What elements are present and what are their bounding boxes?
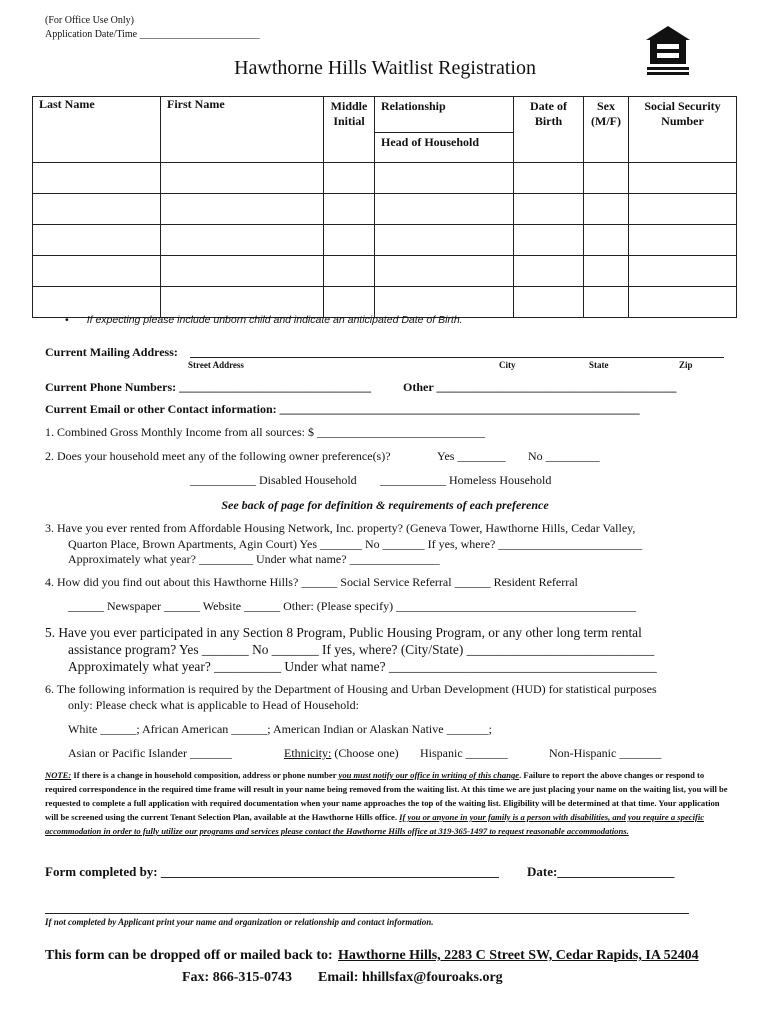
head-of-household-cell: Head of Household: [375, 133, 514, 163]
table-row[interactable]: [33, 287, 737, 318]
question-6-line2: only: Please check what is applicable to Head of Household:: [68, 698, 359, 712]
drop-off-label: This form can be dropped off or mailed back to:: [45, 948, 333, 963]
see-back-note: See back of page for definition & requirements of each preference: [221, 498, 549, 512]
question-6-line1: 6. The following information is required by the Department of Housing and Urban Development (HUD) for statistical purposes: [45, 682, 657, 696]
question-3-line3[interactable]: Approximately what year? _________ Under what name? _______________: [68, 552, 440, 566]
table-row[interactable]: [33, 194, 737, 225]
mailing-address-label: Current Mailing Address:: [45, 345, 178, 359]
state-caption: State: [589, 360, 609, 370]
question-4-line2[interactable]: ______ Newspaper ______ Website ______ Other: (Please specify) ________________________________________: [68, 599, 637, 613]
race-options[interactable]: White ______; African American ______; American Indian or Alaskan Native _______;: [68, 722, 492, 736]
col-ssn: Social Security Number: [629, 97, 737, 163]
ethnicity-label: Ethnicity: (Choose one): [284, 746, 399, 760]
disabled-household-field[interactable]: ___________ Disabled Household: [190, 473, 357, 487]
col-date-of-birth: Date of Birth: [514, 97, 584, 163]
question-3-line1: 3. Have you ever rented from Affordable Housing Network, Inc. property? (Geneva Tower, Hawthorne Hills, Cedar Valley,: [45, 521, 636, 535]
col-relationship: Relationship: [375, 97, 514, 133]
office-use-label: (For Office Use Only): [45, 15, 134, 26]
page-title: Hawthorne Hills Waitlist Registration: [234, 57, 536, 79]
hispanic-field[interactable]: Hispanic _______: [420, 746, 508, 760]
homeless-household-field[interactable]: ___________ Homeless Household: [380, 473, 552, 487]
application-date-time: Application Date/Time ________________________: [45, 29, 260, 40]
preference-yes-field[interactable]: Yes ________: [437, 449, 506, 463]
phone-numbers-field[interactable]: Current Phone Numbers: ________________________________: [45, 380, 372, 394]
question-2-preferences: 2. Does your household meet any of the following owner preference(s)?: [45, 449, 391, 463]
mailing-address-field[interactable]: [190, 357, 724, 358]
table-row[interactable]: [33, 163, 737, 194]
question-5: [45, 624, 657, 675]
question-5-line1: 5. Have you ever participated in any Section 8 Program, Public Housing Program, or any other long term rental: [45, 625, 642, 640]
preparer-info-field[interactable]: [45, 913, 689, 914]
table-header-row: [33, 97, 737, 133]
question-3-line2[interactable]: Quarton Place, Brown Apartments, Agin Court) Yes _______ No _______ If yes, where? ________________________: [68, 537, 643, 551]
expecting-note-text: If expecting please include unborn child and indicate an anticipated Date of Birth.: [86, 314, 463, 326]
note-paragraph: NOTE: If there is a change in household composition, address or phone number you must notify our office in writing of this change. Failure to report the above changes or respond to required correspondence in the required time frame will result in your name being removed from the waiting list. At this time we are just placing your name on the waiting list, you will be requested to complete a full application with required documentation when your name approaches the top of the waiting list. Eligibility will be determined at that time. Your application will be screened using the current Tenant Selection Plan, available at the Hawthorne Hills office. If you or anyone in your family is a person with disabilities, and you require a specific accommodation in order to fully utilize our programs and services please contact the Hawthorne Hills office at 319-365-1497 to request reasonable accommodations.: [45, 770, 728, 836]
col-middle-initial: Middle Initial: [324, 97, 375, 163]
table-row[interactable]: [33, 256, 737, 287]
non-hispanic-field[interactable]: Non-Hispanic _______: [549, 746, 662, 760]
col-first-name: First Name: [161, 97, 324, 163]
col-sex: Sex (M/F): [584, 97, 629, 163]
office-use-block: [45, 14, 260, 42]
fax-number: Fax: 866-315-0743: [182, 970, 293, 985]
other-phone-field[interactable]: Other ________________________________________: [403, 380, 677, 394]
date-field[interactable]: Date:__________________: [527, 864, 675, 879]
not-completed-note: If not completed by Applicant print your name and organization or relationship and contact information.: [45, 917, 434, 927]
preference-no-field[interactable]: No _________: [528, 449, 600, 463]
expecting-note: [65, 314, 463, 326]
col-last-name: Last Name: [33, 97, 161, 163]
household-table: [32, 96, 737, 318]
mailing-address-footer: Hawthorne Hills, 2283 C Street SW, Cedar Rapids, IA 52404: [338, 948, 699, 963]
question-1-income[interactable]: 1. Combined Gross Monthly Income from all sources: $ ____________________________: [45, 425, 485, 439]
street-address-caption: Street Address: [188, 360, 244, 370]
email-contact-field[interactable]: Current Email or other Contact information: ____________________________________________________________: [45, 402, 640, 416]
bullet-icon: •: [65, 314, 69, 326]
form-completed-by-field[interactable]: Form completed by: ____________________________________________________: [45, 864, 499, 879]
question-5-line2[interactable]: assistance program? Yes _______ No _______ If yes, where? (City/State) ____________________________: [68, 642, 655, 657]
zip-caption: Zip: [679, 360, 693, 370]
question-5-line3[interactable]: Approximately what year? __________ Under what name? ________________________________________: [68, 659, 657, 674]
contact-email: Email: hhillsfax@fouroaks.org: [318, 970, 503, 985]
asian-pacific-islander-field[interactable]: Asian or Pacific Islander _______: [68, 746, 232, 760]
table-row[interactable]: [33, 225, 737, 256]
question-4-line1[interactable]: 4. How did you find out about this Hawthorne Hills? ______ Social Service Referral ______ Resident Referral: [45, 575, 578, 589]
city-caption: City: [499, 360, 516, 370]
